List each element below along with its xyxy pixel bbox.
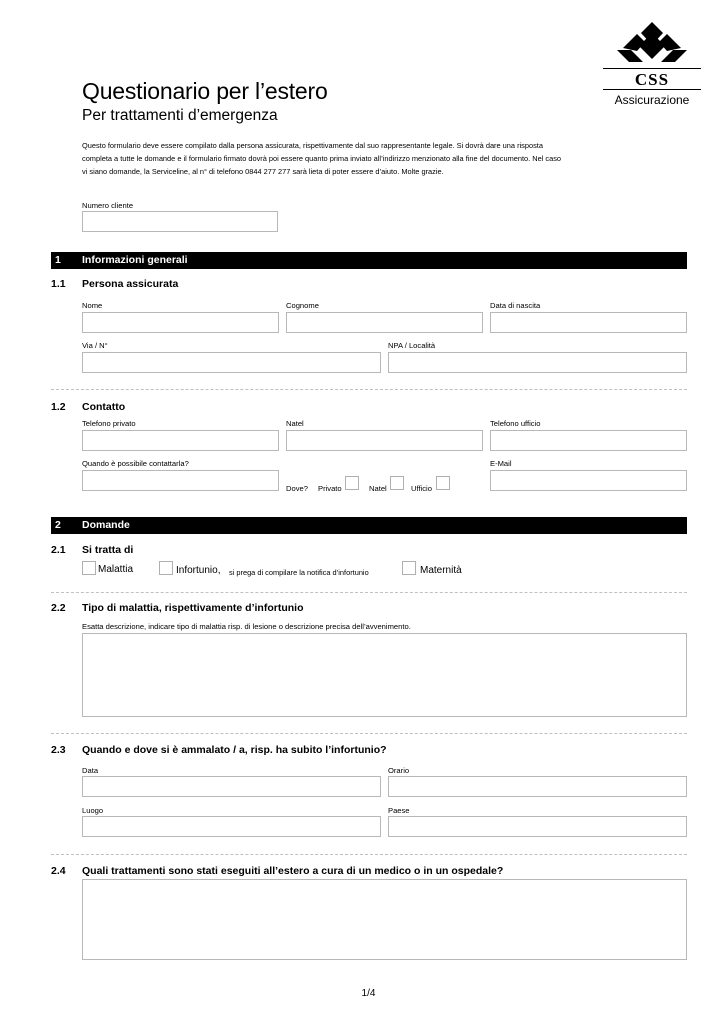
section-2-3-number: 2.3 xyxy=(51,744,66,756)
paese-field[interactable] xyxy=(388,816,687,837)
via-label: Via / N° xyxy=(82,341,108,350)
intro-text: Questo formulario deve essere compilato dalla persona assicurata, rispettivamente dal suo rappresentante legale. Si dovrà dare una risposta completa a tutte le domande e il formulario firmato dovrà poi essere quanto prima inviato all’indirizzo menzionato alla fine del documento. Nel caso vi siano domande, la Serviceline, al n° di telefono 0844 277 277 sarà lieta di poter essere d’aiuto. Molte grazie. xyxy=(82,141,562,176)
via-field[interactable] xyxy=(82,352,381,373)
nome-field[interactable] xyxy=(82,312,279,333)
section-2-1-number: 2.1 xyxy=(51,544,66,556)
section-2-2-hint: Esatta descrizione, indicare tipo di malattia risp. di lesione o descrizione precisa dell’avvenimento. xyxy=(82,622,411,631)
section-1-2-number: 1.2 xyxy=(51,401,66,413)
maternita-label: Maternità xyxy=(420,565,462,576)
section-2-4-number: 2.4 xyxy=(51,865,66,877)
customer-number-field[interactable] xyxy=(82,211,278,232)
section-1-1-number: 1.1 xyxy=(51,278,66,290)
orario-field[interactable] xyxy=(388,776,687,797)
section-2-header xyxy=(51,517,687,534)
cognome-label: Cognome xyxy=(286,301,319,310)
dove-option-natel-label: Natel xyxy=(369,484,387,493)
email-field[interactable] xyxy=(490,470,687,491)
email-label: E-Mail xyxy=(490,459,512,468)
section-1-header xyxy=(51,252,687,269)
infortunio-checkbox[interactable] xyxy=(159,561,173,575)
natel-field[interactable] xyxy=(286,430,483,451)
logo-brand: CSS xyxy=(634,70,670,89)
section-2-1-title: Si tratta di xyxy=(82,544,134,556)
data-nascita-label: Data di nascita xyxy=(490,301,541,310)
section-2-title: Domande xyxy=(82,519,130,531)
telefono-privato-field[interactable] xyxy=(82,430,279,451)
paese-label: Paese xyxy=(388,806,410,815)
nome-label: Nome xyxy=(82,301,103,310)
page-title: Questionario per l’estero xyxy=(82,78,328,104)
section-2-number: 2 xyxy=(55,519,61,531)
infortunio-label: Infortunio, xyxy=(176,565,221,576)
data-field[interactable] xyxy=(82,776,381,797)
npa-label: NPA / Località xyxy=(388,341,436,350)
section-2-2-number: 2.2 xyxy=(51,602,66,614)
css-logo xyxy=(603,18,701,110)
tipo-malattia-textarea[interactable] xyxy=(82,633,687,717)
dove-option-ufficio-label: Ufficio xyxy=(411,484,432,493)
telefono-ufficio-field[interactable] xyxy=(490,430,687,451)
section-1-number: 1 xyxy=(55,254,61,266)
page-subtitle: Per trattamenti d’emergenza xyxy=(82,107,278,124)
section-1-title: Informazioni generali xyxy=(82,254,188,266)
data-label: Data xyxy=(82,766,99,775)
luogo-field[interactable] xyxy=(82,816,381,837)
customer-number-label: Numero cliente xyxy=(82,201,134,210)
section-2-2-title: Tipo di malattia, rispettivamente d’infortunio xyxy=(82,602,304,614)
malattia-checkbox[interactable] xyxy=(82,561,96,575)
orario-label: Orario xyxy=(388,766,410,775)
npa-field[interactable] xyxy=(388,352,687,373)
dove-option-privato-label: Privato xyxy=(318,484,342,493)
dove-option-ufficio-checkbox[interactable] xyxy=(436,476,450,490)
trattamenti-textarea[interactable] xyxy=(82,879,687,960)
dove-question: Dove? xyxy=(286,484,308,493)
natel-label: Natel xyxy=(286,419,304,428)
quando-contattare-label: Quando è possibile contattarla? xyxy=(82,459,189,468)
page-number: 1/4 xyxy=(361,988,376,999)
section-2-4-title: Quali trattamenti sono stati eseguiti all’estero a cura di un medico o in un ospedale? xyxy=(82,865,504,877)
divider-2-2 xyxy=(51,733,687,734)
infortunio-note: si prega di compilare la notifica d’infortunio xyxy=(229,568,369,577)
section-2-3-title: Quando e dove si è ammalato / a, risp. ha subito l’infortunio? xyxy=(82,744,387,756)
telefono-ufficio-label: Telefono ufficio xyxy=(490,419,541,428)
divider-1-1 xyxy=(51,389,687,390)
quando-contattare-field[interactable] xyxy=(82,470,279,491)
data-nascita-field[interactable] xyxy=(490,312,687,333)
divider-2-1 xyxy=(51,592,687,593)
divider-2-3 xyxy=(51,854,687,855)
dove-option-natel-checkbox[interactable] xyxy=(390,476,404,490)
malattia-label: Malattia xyxy=(98,564,134,575)
section-1-2-title: Contatto xyxy=(82,401,126,413)
cognome-field[interactable] xyxy=(286,312,483,333)
dove-option-privato-checkbox[interactable] xyxy=(345,476,359,490)
logo-rule-top xyxy=(603,68,701,69)
luogo-label: Luogo xyxy=(82,806,104,815)
maternita-checkbox[interactable] xyxy=(402,561,416,575)
logo-emblem-icon xyxy=(603,18,701,68)
section-1-1-title: Persona assicurata xyxy=(82,278,179,290)
logo-subtitle: Assicurazione xyxy=(614,93,690,107)
logo-rule-bottom xyxy=(603,89,701,90)
telefono-privato-label: Telefono privato xyxy=(82,419,136,428)
